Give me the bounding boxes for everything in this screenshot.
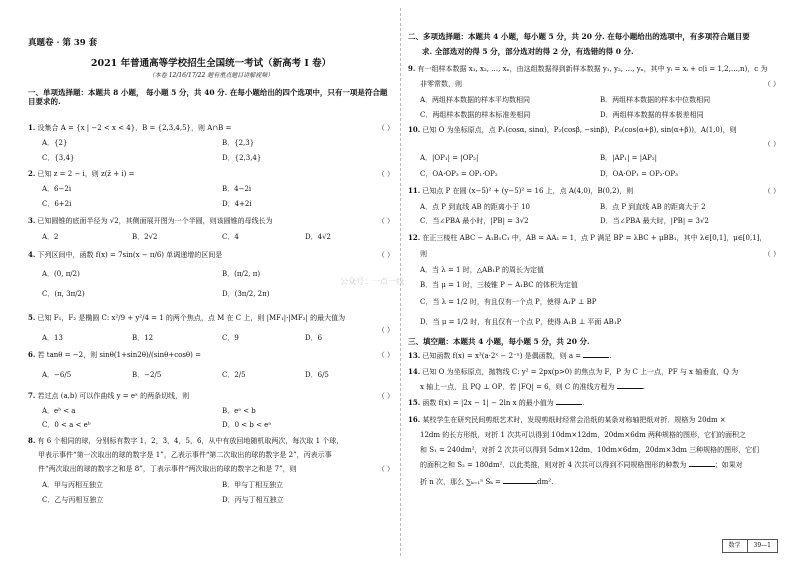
q11-option-a: A．点 P 到直线 AB 的距离小于 10 bbox=[420, 203, 530, 211]
answer-paren: （ ） bbox=[377, 351, 394, 359]
question-14: 14. 已知 O 为坐标原点，抛物线 C: y² = 2px(p>0) 的焦点为 F，P 为 C 上一点，PF 与 x 轴垂直，Q 为 bbox=[408, 367, 739, 376]
q8-option-d: D．丙与丁相互独立 bbox=[222, 496, 284, 504]
answer-paren: （ ） bbox=[377, 326, 394, 334]
question-10-stem: 已知 O 为坐标原点，点 P₁(cosα, sinα)，P₂(cosβ, −sinβ)，P₃(cos(α+β), sin(α+β))，A(1,0)，则 bbox=[422, 126, 737, 134]
q11-option-d: D．当∠PBA 最大时，|PB| = 3√2 bbox=[600, 217, 709, 225]
q12-option-c: C．当 λ = 1/2 时，有且仅有一个点 P，使得 A₁P ⊥ BP bbox=[420, 298, 597, 306]
answer-blank[interactable] bbox=[503, 483, 537, 484]
q7-option-d: D．0 < b < eᵃ bbox=[222, 421, 272, 429]
question-16-line-5-tail: dm². bbox=[537, 478, 554, 486]
q11-option-c: C．当∠PBA 最小时，|PB| = 3√2 bbox=[420, 217, 529, 225]
q6-option-d: D．6/5 bbox=[305, 371, 329, 379]
q12-option-a: A．当 λ = 1 时，△AB₁P 的周长为定值 bbox=[420, 266, 545, 274]
answer-paren: （ ） bbox=[377, 392, 394, 400]
q9-option-d: D．两组样本数据的样本极差相同 bbox=[600, 111, 704, 119]
q5-option-c: C．9 bbox=[222, 334, 239, 342]
q10-option-c: C．OA·OP₃ = OP₁·OP₂ bbox=[420, 170, 498, 178]
answer-paren: （ ） bbox=[763, 250, 780, 258]
q10-option-a: A．|OP₁| = |OP₂| bbox=[420, 154, 479, 162]
question-3: 3. 已知圆锥的底面半径为 √2，其侧面展开图为一个半圆，则该圆锥的母线长为 （ ） bbox=[28, 216, 394, 225]
question-3-stem: 已知圆锥的底面半径为 √2，其侧面展开图为一个半圆，则该圆锥的母线长为 bbox=[37, 217, 273, 225]
q8-option-c: C．乙与丙相互独立 bbox=[42, 496, 104, 504]
q2-option-d: D．4+2i bbox=[222, 200, 252, 208]
q2-option-b: B．4−2i bbox=[222, 185, 252, 193]
answer-paren: （ ） bbox=[377, 217, 394, 225]
paper-subtitle: （本卷 12/16/17/22 题有重点题目讲解视频） bbox=[148, 72, 274, 79]
question-4-stem: 下列区间中，函数 f(x) = 7sin(x − π/6) 单调递增的区间是 bbox=[37, 251, 223, 259]
question-7: 7. 若过点 (a,b) 可以作曲线 y = eˣ 的两条切线，则 （ ） bbox=[28, 391, 394, 400]
question-16: 16. 某校学生在研究民间剪纸艺术时，发现剪纸时经常会沿纸的某条对称轴把纸对折．规格为 20dm × bbox=[408, 415, 726, 424]
question-7-stem: 若过点 (a,b) 可以作曲线 y = eˣ 的两条切线，则 bbox=[37, 392, 190, 400]
answer-paren: （ ） bbox=[377, 251, 394, 259]
q5-option-b: B．12 bbox=[132, 334, 154, 342]
q6-option-b: B．−2/5 bbox=[132, 371, 162, 379]
paper-header: 真题卷 · 第 39 套 bbox=[28, 38, 98, 48]
q1-option-c: C．{3,4} bbox=[42, 154, 75, 162]
question-12-line-2: 则 bbox=[420, 250, 427, 258]
question-16-line-4-wrap bbox=[420, 461, 780, 470]
question-13-stem: 已知函数 f(x) = x³(a·2ˣ − 2⁻ˣ) 是偶函数，则 a = bbox=[422, 352, 582, 360]
q6-option-c: C．2/5 bbox=[222, 371, 246, 379]
answer-paren: （ ） bbox=[763, 140, 780, 148]
answer-paren: （ ） bbox=[763, 80, 780, 88]
section-3-heading: 三、填空题：本题共 4 小题，每小题 5 分，共 20 分. bbox=[408, 337, 590, 346]
question-8-line-3: 件“两次取出的球的数字之和是 8”，丁表示事件“两次取出的球的数字之和是 7”，则 bbox=[38, 465, 297, 473]
q2-option-c: C．6+2i bbox=[42, 200, 72, 208]
q9-option-a: A．两组样本数据的样本平均数相同 bbox=[420, 96, 531, 104]
q3-option-c: C．4 bbox=[222, 233, 239, 241]
question-13: 13. 已知函数 f(x) = x³(a·2ˣ − 2⁻ˣ) 是偶函数，则 a = . bbox=[408, 351, 612, 360]
q6-option-a: A．−6/5 bbox=[42, 371, 72, 379]
section-2-heading-cont: 求. 全部选对的得 5 分，部分选对的得 2 分，有选错的得 0 分. bbox=[422, 47, 634, 56]
answer-blank[interactable] bbox=[617, 388, 643, 389]
question-15: 15. 函数 f(x) = |2x − 1| − 2ln x 的最小值为 . bbox=[408, 398, 585, 407]
q12-option-b: B．当 μ = 1 时，三棱锥 P − A₁BC 的体积为定值 bbox=[420, 281, 578, 289]
q9-option-b: B．两组样本数据的样本中位数相同 bbox=[600, 96, 711, 104]
q8-option-b: B．甲与丁相互独立 bbox=[222, 481, 284, 489]
q7-option-c: C．0 < a < eᵇ bbox=[42, 421, 91, 429]
q12-option-d: D．当 μ = 1/2 时，有且仅有一个点 P，使得 A₁B ⊥ 平面 AB₁P bbox=[420, 318, 622, 326]
q1-option-a: A．{2} bbox=[42, 139, 68, 147]
q3-option-b: B．2√2 bbox=[132, 233, 158, 241]
paper-title: 2021 年普通高等学校招生全国统一考试（新高考 I 卷） bbox=[90, 58, 332, 69]
q3-option-a: A．2 bbox=[42, 233, 59, 241]
page-footer bbox=[722, 539, 778, 553]
q3-option-d: D．4√2 bbox=[305, 233, 331, 241]
question-16-line-4: 的面积之和 S₂ = 180dm²．以此类推，则对折 4 次共可以得到不同规格图形的种数为 bbox=[420, 461, 687, 469]
question-6: 6. 若 tanθ = −2，则 sinθ(1+sin2θ)/(sinθ+cosθ) = （ ） bbox=[28, 350, 394, 359]
q8-option-a: A．甲与丙相互独立 bbox=[42, 481, 104, 489]
footer-page-number: 39—1 bbox=[753, 542, 771, 549]
question-16-line-1: 某校学生在研究民间剪纸艺术时，发现剪纸时经常会沿纸的某条对称轴把纸对折．规格为 20dm × bbox=[422, 416, 726, 424]
q9-option-c: C．两组样本数据的样本标准差相同 bbox=[420, 111, 531, 119]
question-12-line-1: 在正三棱柱 ABC − A₁B₁C₁ 中，AB = AA₁ = 1，点 P 满足 BP = λBC + μBB₁，其中 λ∈[0,1]，μ∈[0,1]， bbox=[422, 234, 767, 242]
watermark-text: 公众号：一点一线 bbox=[340, 277, 404, 286]
answer-paren: （ ） bbox=[763, 187, 780, 195]
question-14-line-2: x 轴上一点，且 PQ ⊥ OP．若 |FQ| = 6，则 C 的准线方程为 bbox=[420, 383, 615, 391]
q5-option-a: A．13 bbox=[42, 334, 63, 342]
question-11-stem: 已知点 P 在圆 (x−5)² + (y−5)² = 16 上，点 A(4,0)，B(0,2)，则 bbox=[422, 187, 634, 195]
question-5-stem: 已知 F₁，F₂ 是椭圆 C: x²/9 + y²/4 = 1 的两个焦点，点 M 在 C 上，则 |MF₁|·|MF₂| 的最大值为 bbox=[37, 314, 346, 322]
question-10: 10. 已知 O 为坐标原点，点 P₁(cosα, sinα)，P₂(cosβ, −sinβ)，P₃(cos(α+β), sin(α+β))，A(1,0)，则 bbox=[408, 125, 737, 134]
footer-subject: 数学 bbox=[723, 540, 748, 552]
question-11: 11. 已知点 P 在圆 (x−5)² + (y−5)² = 16 上，点 A(4,0)，B(0,2)，则 （ ） bbox=[408, 186, 780, 195]
q1-option-d: D．{2,3,4} bbox=[222, 154, 262, 162]
answer-paren: （ ） bbox=[377, 124, 394, 132]
question-12: 12. 在正三棱柱 ABC − A₁B₁C₁ 中，AB = AA₁ = 1，点 P 满足 BP = λBC + μBB₁，其中 λ∈[0,1]，μ∈[0,1]， bbox=[408, 233, 767, 242]
q7-option-a: A．eᵇ < a bbox=[42, 407, 76, 415]
answer-blank[interactable] bbox=[583, 357, 609, 358]
question-14-line-1: 已知 O 为坐标原点，抛物线 C: y² = 2px(p>0) 的焦点为 F，P 为 C 上一点，PF 与 x 轴垂直，Q 为 bbox=[422, 368, 739, 376]
question-16-line-5-wrap bbox=[420, 478, 780, 487]
question-14-line-2-wrap: x 轴上一点，且 PQ ⊥ OP．若 |FQ| = 6，则 C 的准线方程为 . bbox=[420, 383, 645, 391]
q10-option-d: D．OA·OP₁ = OP₂·OP₃ bbox=[600, 170, 678, 178]
answer-blank[interactable] bbox=[689, 466, 715, 467]
question-9: 9. 有一组样本数据 x₁, x₂, …, xₙ，由这组数据得到新样本数据 y₁, y₂, …, yₙ，其中 yᵢ = xᵢ + c(i = 1,2,…,n)，c 为 bbox=[408, 64, 768, 73]
question-16-line-5: 折 n 次，那么 ∑ₖ₌₁ⁿ Sₖ = bbox=[420, 478, 501, 486]
question-9-line-1: 有一组样本数据 x₁, x₂, …, xₙ，由这组数据得到新样本数据 y₁, y₂, …, yₙ，其中 yᵢ = xᵢ + c(i = 1,2,…,n)，c 为 bbox=[417, 65, 768, 73]
answer-paren: （ ） bbox=[377, 465, 394, 473]
question-16-line-3: 和 S₁ = 240dm²，对折 2 次共可以得到 5dm×12dm，10dm×6dm，20dm×3dm 三种规格的图形，它们 bbox=[420, 446, 760, 454]
question-16-line-4-tail: ；如果对 bbox=[714, 461, 743, 469]
question-1: 1. 设集合 A = {x | −2 < x < 4}，B = {2,3,4,5}，则 A∩B = （ ） bbox=[28, 123, 394, 132]
question-16-line-2: 12dm 的长方形纸，对折 1 次共可以得到 10dm×12dm，20dm×6dm 两种规格的图形，它们的面积之 bbox=[420, 431, 746, 439]
question-2-stem: 已知 z = 2 − i，则 z(z̄ + i) = bbox=[37, 170, 135, 178]
question-15-stem: 函数 f(x) = |2x − 1| − 2ln x 的最小值为 bbox=[422, 399, 554, 407]
q7-option-b: B．eᵃ < b bbox=[222, 407, 256, 415]
question-1-stem: 设集合 A = {x | −2 < x < 4}，B = {2,3,4,5}，则 A∩B = bbox=[37, 124, 232, 132]
q5-option-d: D．6 bbox=[305, 334, 323, 342]
q4-option-b: B．(π/2, π) bbox=[222, 270, 261, 278]
answer-blank[interactable] bbox=[556, 404, 582, 405]
question-8-line-2: 甲表示事件“第一次取出的球的数字是 1”，乙表示事件“第二次取出的球的数字是 2”，丙表示事 bbox=[38, 451, 332, 459]
answer-paren: （ ） bbox=[377, 170, 394, 178]
q1-option-b: B．{2,3} bbox=[222, 139, 255, 147]
q10-option-b: B．|AP₁| = |AP₂| bbox=[600, 154, 658, 162]
question-8-line-1: 有 6 个相同的球，分别标有数字 1，2，3，4，5，6，从中有放回地随机取两次，每次取 1 个球， bbox=[37, 437, 344, 445]
section-1-heading: 一、单项选择题：本题共 8 小题， 每小题 5 分，共 40 分. 在每小题给出的四个选项中，只有一项是符合题目要求的. bbox=[28, 88, 388, 107]
question-4: 4. 下列区间中，函数 f(x) = 7sin(x − π/6) 单调递增的区间是 （ ） bbox=[28, 250, 394, 259]
question-5: 5. 已知 F₁，F₂ 是椭圆 C: x²/9 + y²/4 = 1 的两个焦点，点 M 在 C 上，则 |MF₁|·|MF₂| 的最大值为 bbox=[28, 313, 346, 322]
question-2: 2. 已知 z = 2 − i，则 z(z̄ + i) = （ ） bbox=[28, 169, 394, 178]
question-6-stem: 若 tanθ = −2，则 sinθ(1+sin2θ)/(sinθ+cosθ) = bbox=[37, 351, 201, 359]
question-9-line-2: 非零常数，则 bbox=[420, 80, 462, 88]
q4-option-a: A．(0, π/2) bbox=[42, 270, 80, 278]
question-8: 8. 有 6 个相同的球，分别标有数字 1，2，3，4，5，6，从中有放回地随机取两次，每次取 1 个球， bbox=[28, 436, 344, 445]
q4-option-d: D．(3π/2, 2π) bbox=[222, 290, 270, 298]
q2-option-a: A．6−2i bbox=[42, 185, 72, 193]
q11-option-b: B．点 P 到直线 AB 的距离大于 2 bbox=[600, 203, 706, 211]
section-2-heading: 二、多项选择题：本题共 4 小题，每小题 5 分，共 20 分. 在每小题给出的选项中，有多项符合题目要 bbox=[408, 32, 750, 41]
q4-option-c: C．(π, 3π/2) bbox=[42, 290, 85, 298]
